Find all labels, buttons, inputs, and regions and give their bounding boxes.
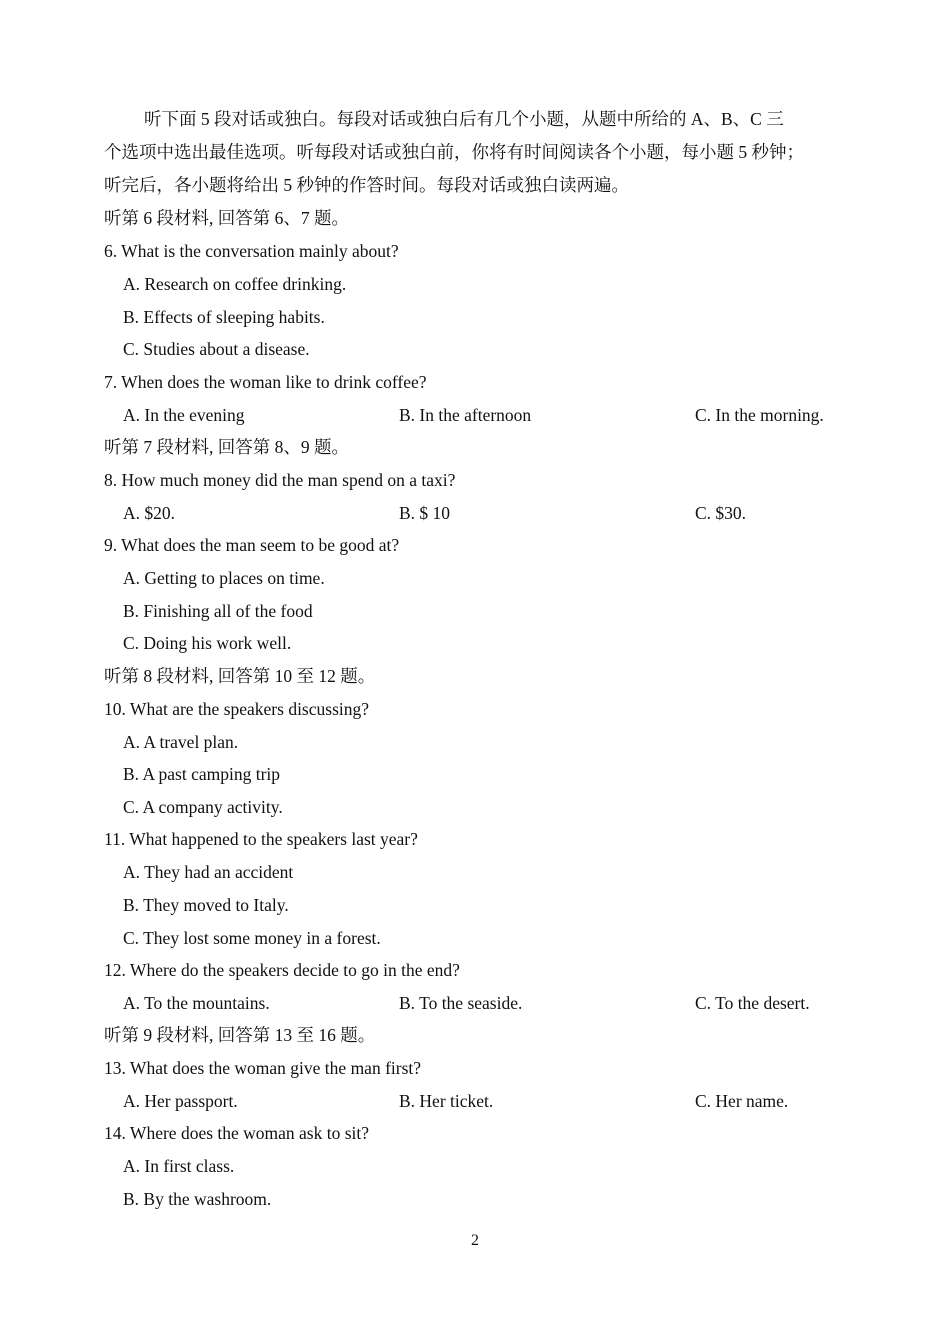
intro-line-2: 个选项中选出最佳选项。听每段对话或独白前，你将有时间阅读各个小题，每小题 5 秒钟； — [104, 142, 804, 162]
question-9: 9. What does the man seem to be good at? — [104, 535, 400, 555]
q6-option-c: C. Studies about a disease. — [123, 339, 310, 359]
q7-option-a: A. In the evening — [123, 405, 245, 425]
q9-option-c: C. Doing his work well. — [123, 633, 292, 653]
question-11: 11. What happened to the speakers last year? — [104, 829, 418, 849]
q12-option-b: B. To the seaside. — [399, 993, 523, 1013]
question-13: 13. What does the woman give the man first? — [104, 1058, 422, 1078]
question-6: 6. What is the conversation mainly about? — [104, 241, 399, 261]
section-heading-7: 听第 7 段材料, 回答第 8、9 题。 — [104, 437, 349, 457]
q13-option-a: A. Her passport. — [123, 1091, 238, 1111]
intro-line-1: 听下面 5 段对话或独白。每段对话或独白后有几个小题，从题中所给的 A、B、C 三 — [144, 109, 784, 129]
question-14: 14. Where does the woman ask to sit? — [104, 1123, 370, 1143]
q7-option-c: C. In the morning. — [695, 405, 824, 425]
section-heading-6: 听第 6 段材料, 回答第 6、7 题。 — [104, 208, 349, 228]
q10-option-b: B. A past camping trip — [123, 764, 281, 784]
q13-option-c: C. Her name. — [695, 1091, 789, 1111]
question-12: 12. Where do the speakers decide to go in the end? — [104, 960, 460, 980]
q6-option-b: B. Effects of sleeping habits. — [123, 307, 325, 327]
q10-option-a: A. A travel plan. — [123, 732, 239, 752]
question-10: 10. What are the speakers discussing? — [104, 699, 370, 719]
section-heading-8: 听第 8 段材料, 回答第 10 至 12 题。 — [104, 666, 376, 686]
q9-option-b: B. Finishing all of the food — [123, 601, 313, 621]
q6-option-a: A. Research on coffee drinking. — [123, 274, 347, 294]
q11-option-a: A. They had an accident — [123, 862, 294, 882]
q11-option-b: B. They moved to Italy. — [123, 895, 289, 915]
q11-option-c: C. They lost some money in a forest. — [123, 928, 381, 948]
q7-option-b: B. In the afternoon — [399, 405, 532, 425]
q13-option-b: B. Her ticket. — [399, 1091, 494, 1111]
q12-option-a: A. To the mountains. — [123, 993, 270, 1013]
q12-option-c: C. To the desert. — [695, 993, 810, 1013]
q14-option-a: A. In first class. — [123, 1156, 235, 1176]
q8-option-c: C. $30. — [695, 503, 747, 523]
intro-line-3: 听完后，各小题将给出 5 秒钟的作答时间。每段对话或独白读两遍。 — [104, 175, 629, 195]
q8-option-b: B. $ 10 — [399, 503, 451, 523]
section-heading-9: 听第 9 段材料, 回答第 13 至 16 题。 — [104, 1025, 376, 1045]
q8-option-a: A. $20. — [123, 503, 176, 523]
q10-option-c: C. A company activity. — [123, 797, 283, 817]
q9-option-a: A. Getting to places on time. — [123, 568, 325, 588]
question-8: 8. How much money did the man spend on a taxi? — [104, 470, 456, 490]
page-number: 2 — [471, 1232, 479, 1249]
question-7: 7. When does the woman like to drink coffee? — [104, 372, 427, 392]
q14-option-b: B. By the washroom. — [123, 1189, 272, 1209]
